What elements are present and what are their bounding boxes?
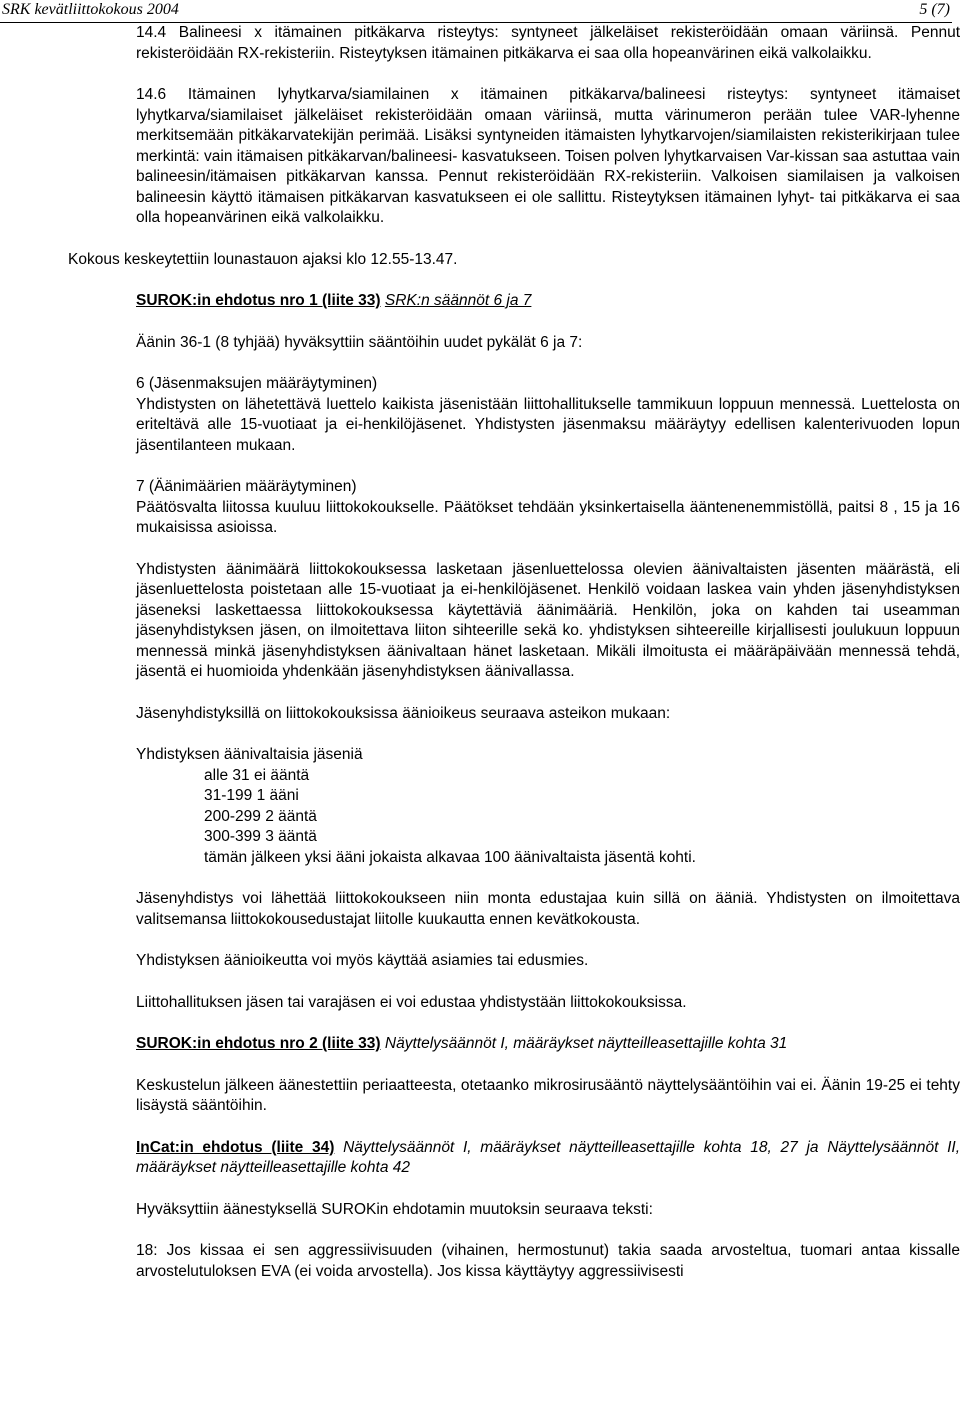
proposal-heading-3-bold: InCat:in ehdotus (liite 34): [136, 1138, 335, 1156]
proposal-heading-1: [136, 291, 960, 312]
page-number: 5 (7): [919, 1, 950, 18]
voting-scale: [136, 745, 960, 868]
proposal-heading-2-bold: SUROK:in ehdotus nro 2 (liite 33): [136, 1035, 381, 1052]
paragraph-14-4: 14.4 Balineesi x itämainen pitkäkarva risteytys: syntyneet jälkeläiset rekisteröidään omaan väriinsä. Pennut rekisteröidään RX-rekisteriin. Risteytyksen itämainen pitkäkarva ei saa olla hopeanvärinen eikä valkolaikku.: [136, 24, 960, 62]
voting-scale-row: tämän jälkeen yksi ääni jokaista alkavaa 100 äänivaltaista jäsentä kohti.: [204, 848, 696, 866]
rule-18-text: 18: Jos kissaa ei sen aggressiivisuuden (vihainen, hermostunut) takia saada arvosteltua, tuomari antaa kissalle arvostelutuloksen EVA (ei voida arvostella). Jos kissa käyttäytyy aggressiivisesti: [136, 1242, 960, 1280]
voting-scale-row: 300-399 3 ääntä: [204, 828, 317, 845]
board-member-paragraph: Liittohallituksen jäsen tai varajäsen ei voi edustaa yhdistystään liittokokouksissa.: [136, 993, 687, 1011]
document-title: SRK kevätliittokokous 2004: [2, 1, 179, 18]
proposal-heading-3-rest: Näyttelysäännöt I, määräykset näytteilleasettajille kohta 18, 27 ja Näyttelysäännöt II, määräykset näytteilleasettajille kohta 42: [136, 1138, 960, 1176]
proposal-heading-1-rest: SRK:n säännöt 6 ja 7: [384, 292, 532, 309]
delegates-paragraph: Jäsenyhdistys voi lähettää liittokokoukseen niin monta edustajaa kuin sillä on ääniä. Yhdistysten on ilmoitettava valitsemansa liittokokousedustajat liitolle kuukautta ennen kevätkokousta.: [136, 890, 960, 928]
voting-scale-row: 200-299 2 ääntä: [204, 807, 317, 825]
proposal-heading-3: [136, 1138, 960, 1179]
voting-count-paragraph: Yhdistysten äänimäärä liittokokouksessa lasketaan jäsenluettelossa olevien äänivaltaisten jäsenten määrästä, eli jäsenluettelosta poistetaan alle 15-vuotiaat ja ei-henkilöjäsenet. Henkilö voidaan laskea vain yhden jäsenyhdistyksen jäseneksi laskettaessa liittokokouksessa käytettäviä äänimääriä. Henkilön, joka on kahden tai useamman jäsenyhdistyksen jäsen, on ilmoitettava liiton sihteerille sekä ko. yhdistyksen sihteereille kirjallisesti joulukuun loppuun mennessä minkä jäsenyhdistyksen äänivaltaan hänet lasketaan. Mikäli ilmoitusta ei määräpäivään mennessä tehdä, jäsentä ei huomioida yhdenkään jäsenyhdistyksen äänivallassa.: [136, 560, 960, 680]
voting-scale-row: alle 31 ei ääntä: [204, 766, 310, 784]
section-6-body: Yhdistysten on lähetettävä luettelo kaikista jäsenistään liittohallitukselle tammikuun loppuun mennessä. Luettelosta on eriteltävä alle 15-vuotiaat ja ei-henkilöjäsenet. Yhdistysten jäsenmaksu määräytyy edellisen kalenterivuoden lopun jäsentilanteen mukaan.: [136, 395, 960, 454]
document-body: [68, 23, 960, 1303]
voting-scale-title: Yhdistyksen äänivaltaisia jäseniä: [136, 746, 363, 763]
voting-scale-intro: Jäsenyhdistyksillä on liittokokouksissa äänioikeus seuraava asteikon mukaan:: [136, 704, 671, 722]
section-6-title: 6 (Jäsenmaksujen määräytyminen): [136, 375, 378, 392]
proxy-paragraph: Yhdistyksen äänioikeutta voi myös käyttää asiamies tai edusmies.: [136, 952, 589, 969]
vote-result-2: Keskustelun jälkeen äänestettiin periaatteesta, otetaanko mikrosirusääntö näyttelysääntöihin vai ei. Äänin 19-25 ei tehty lisäystä sääntöihin.: [136, 1076, 960, 1114]
approval-paragraph: Hyväksyttiin äänestyksellä SUROKin ehdotamin muutoksin seuraava teksti:: [136, 1200, 653, 1218]
page-header: [0, 0, 952, 23]
paragraph-14-6: 14.6 Itämainen lyhytkarva/siamilainen x itämainen pitkäkarva/balineesi risteytys: syntyneet itämaiset lyhytkarva/siamilaiset jälkeläiset rekisteröidään omaan väriinsä, mutta värinumeron perään tulee VAR-lyhenne merkitsemään pitkäkarvatekijän perimää. Lisäksi syntyneiden itämaisten lyhytkarvojen/siamilaisten rekisterikirjaan tulee merkintä: vain itämaisen pitkäkarvan/balineesi- kasvatukseen. Toisen polven lyhytkarvaisen Var-kissan saa astuttaa vain balineesin/itämaisen pitkäkarvan kanssa. Pennut rekisteröidään RX-rekisteriin. Valkoisen siamilaisen ja valkoisen balineesin käyttö itämaisen pitkäkarvan kasvatukseen ei ole sallittu. Risteytyksen itämainen lyhyt- tai pitkäkarva ei saa olla hopeanvärinen eikä valkolaikku.: [136, 86, 960, 226]
proposal-heading-2: [136, 1034, 960, 1055]
section-7-body: Päätösvalta liitossa kuuluu liittokokoukselle. Päätökset tehdään yksinkertaisella ääntenenemmistöllä, paitsi 8 , 15 ja 16 mukaisissa asioissa.: [136, 498, 960, 536]
section-7-title: 7 (Äänimäärien määräytyminen): [136, 478, 357, 495]
meeting-break-note: Kokous keskeytettiin lounastauon ajaksi klo 12.55-13.47.: [68, 250, 458, 268]
proposal-heading-2-rest: Näyttelysäännöt I, määräykset näytteilleasettajille kohta 31: [384, 1035, 788, 1052]
proposal-heading-1-bold: SUROK:in ehdotus nro 1 (liite 33): [136, 292, 381, 309]
voting-scale-row: 31-199 1 ääni: [204, 787, 299, 804]
vote-result-1: Äänin 36-1 (8 tyhjää) hyväksyttiin sääntöihin uudet pykälät 6 ja 7:: [136, 333, 583, 351]
